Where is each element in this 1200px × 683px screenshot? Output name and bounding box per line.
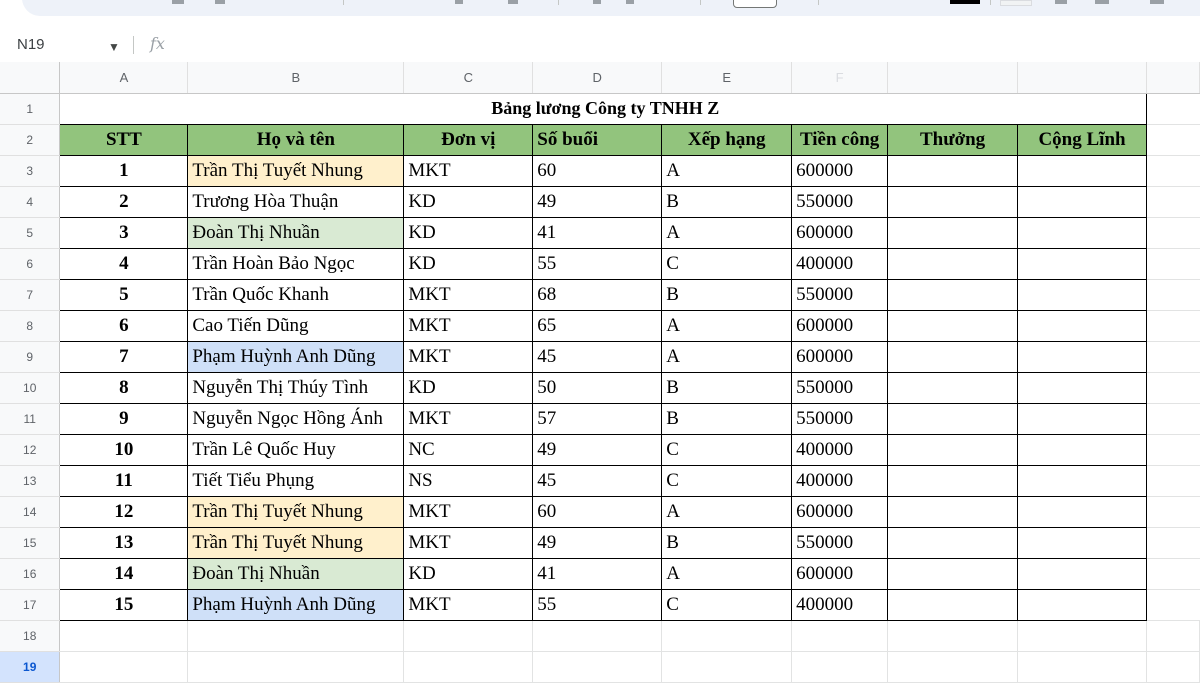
- table-row: [0, 403, 1200, 434]
- cell-bonus[interactable]: [888, 341, 1018, 372]
- cell-rank[interactable]: A: [662, 155, 792, 186]
- cell-wage[interactable]: 550000: [792, 279, 888, 310]
- header-row: [0, 124, 1200, 155]
- header-cell-bonus[interactable]: Thưởng: [888, 124, 1018, 155]
- cell-unit[interactable]: MKT: [404, 279, 533, 310]
- table-row: [0, 527, 1200, 558]
- row-header[interactable]: 1: [0, 93, 60, 124]
- cell-unit[interactable]: KD: [404, 248, 533, 279]
- cell-sessions[interactable]: 49: [533, 186, 662, 217]
- header-cell-total[interactable]: Cộng Lĩnh: [1018, 124, 1147, 155]
- cell-rank[interactable]: C: [662, 248, 792, 279]
- toolbar-separator: [700, 0, 701, 5]
- cell-bonus[interactable]: [888, 527, 1018, 558]
- cell-sessions[interactable]: 55: [533, 589, 662, 620]
- row-header[interactable]: 10: [0, 372, 60, 403]
- toolbar-icon[interactable]: [215, 0, 225, 4]
- header-cell-wage[interactable]: Tiền công: [792, 124, 888, 155]
- table-row: [0, 217, 1200, 248]
- cell-sessions[interactable]: 60: [533, 155, 662, 186]
- cell-bonus[interactable]: [888, 155, 1018, 186]
- row-header[interactable]: 11: [0, 403, 60, 434]
- table-row: [0, 465, 1200, 496]
- grid-cell[interactable]: [1147, 341, 1200, 372]
- cell-stt[interactable]: 10: [60, 434, 188, 465]
- cell-stt[interactable]: 2: [60, 186, 188, 217]
- cell-total[interactable]: [1018, 186, 1147, 217]
- grid-cell[interactable]: [1147, 558, 1200, 589]
- row-header[interactable]: 4: [0, 186, 60, 217]
- cell-unit[interactable]: MKT: [404, 341, 533, 372]
- row-header[interactable]: 13: [0, 465, 60, 496]
- column-header-g[interactable]: [888, 62, 1018, 93]
- toolbar-icon[interactable]: [626, 0, 634, 4]
- formula-bar: [0, 30, 1200, 60]
- cell-sessions[interactable]: 57: [533, 403, 662, 434]
- grid-cell[interactable]: [1018, 651, 1147, 682]
- cell-bonus[interactable]: [888, 403, 1018, 434]
- grid-cell[interactable]: [1018, 620, 1147, 651]
- cell-total[interactable]: [1018, 155, 1147, 186]
- grid-cell[interactable]: [1147, 124, 1200, 155]
- grid-cell[interactable]: [60, 620, 188, 651]
- grid-cell[interactable]: [1147, 155, 1200, 186]
- grid-cell[interactable]: [188, 651, 404, 682]
- row-header[interactable]: 3: [0, 155, 60, 186]
- cell-rank[interactable]: C: [662, 434, 792, 465]
- cell-bonus[interactable]: [888, 279, 1018, 310]
- grid-cell[interactable]: [1147, 496, 1200, 527]
- cell-unit[interactable]: KD: [404, 558, 533, 589]
- grid-cell[interactable]: [533, 620, 662, 651]
- cell-total[interactable]: [1018, 341, 1147, 372]
- text-color-icon[interactable]: [950, 0, 980, 4]
- cell-stt[interactable]: 11: [60, 465, 188, 496]
- cell-bonus[interactable]: [888, 372, 1018, 403]
- row-header[interactable]: 5: [0, 217, 60, 248]
- cell-unit[interactable]: MKT: [404, 310, 533, 341]
- font-size-field[interactable]: [733, 0, 777, 8]
- table-row: [0, 496, 1200, 527]
- column-header-row: [0, 62, 1200, 93]
- cell-name[interactable]: Đoàn Thị Nhuần: [188, 217, 404, 248]
- cell-wage[interactable]: 550000: [792, 403, 888, 434]
- cell-name[interactable]: Trương Hòa Thuận: [188, 186, 404, 217]
- cell-name[interactable]: Phạm Huỳnh Anh Dũng: [188, 341, 404, 372]
- table-row: [0, 558, 1200, 589]
- row-header-selected[interactable]: 19: [0, 651, 60, 682]
- cell-name[interactable]: Phạm Huỳnh Anh Dũng: [188, 589, 404, 620]
- cell-total[interactable]: [1018, 527, 1147, 558]
- grid-cell[interactable]: [1147, 248, 1200, 279]
- cell-stt[interactable]: 1: [60, 155, 188, 186]
- grid-cell[interactable]: [1147, 372, 1200, 403]
- toolbar-icon[interactable]: [172, 0, 184, 4]
- table-row: [0, 310, 1200, 341]
- cell-sessions[interactable]: 41: [533, 558, 662, 589]
- cell-sessions[interactable]: 50: [533, 372, 662, 403]
- chevron-down-icon[interactable]: ▼: [108, 40, 120, 54]
- cell-sessions[interactable]: 55: [533, 248, 662, 279]
- cell-rank[interactable]: B: [662, 186, 792, 217]
- cell-sessions[interactable]: 65: [533, 310, 662, 341]
- cell-wage[interactable]: 400000: [792, 589, 888, 620]
- cell-sessions[interactable]: 68: [533, 279, 662, 310]
- header-cell-sessions[interactable]: Số buổi: [533, 124, 662, 155]
- row-header[interactable]: 18: [0, 620, 60, 651]
- toolbar-separator: [558, 0, 559, 5]
- grid-cell[interactable]: [792, 651, 888, 682]
- cell-total[interactable]: [1018, 589, 1147, 620]
- cell-wage[interactable]: 600000: [792, 155, 888, 186]
- grid-cell[interactable]: [1147, 186, 1200, 217]
- cell-name[interactable]: Nguyễn Thị Thúy Tình: [188, 372, 404, 403]
- cell-rank[interactable]: A: [662, 310, 792, 341]
- cell-unit[interactable]: MKT: [404, 496, 533, 527]
- cell-total[interactable]: [1018, 496, 1147, 527]
- cell-stt[interactable]: 8: [60, 372, 188, 403]
- cell-wage[interactable]: 550000: [792, 527, 888, 558]
- cell-sessions[interactable]: 45: [533, 465, 662, 496]
- row-header[interactable]: 12: [0, 434, 60, 465]
- cell-unit[interactable]: NS: [404, 465, 533, 496]
- cell-stt[interactable]: 5: [60, 279, 188, 310]
- cell-bonus[interactable]: [888, 465, 1018, 496]
- cell-wage[interactable]: 600000: [792, 310, 888, 341]
- column-header-h[interactable]: [1018, 62, 1147, 93]
- grid-cell[interactable]: [1147, 217, 1200, 248]
- cell-unit[interactable]: KD: [404, 186, 533, 217]
- table-row: [0, 155, 1200, 186]
- row-header[interactable]: 9: [0, 341, 60, 372]
- spreadsheet-grid: [0, 62, 1200, 683]
- cell-name[interactable]: Trần Quốc Khanh: [188, 279, 404, 310]
- cell-unit[interactable]: KD: [404, 372, 533, 403]
- cell-stt[interactable]: 4: [60, 248, 188, 279]
- grid-cell[interactable]: [662, 651, 792, 682]
- cell-wage[interactable]: 600000: [792, 558, 888, 589]
- toolbar-icon[interactable]: [508, 0, 518, 4]
- cell-bonus[interactable]: [888, 248, 1018, 279]
- cell-stt[interactable]: 13: [60, 527, 188, 558]
- cell-bonus[interactable]: [888, 496, 1018, 527]
- grid-cell[interactable]: [188, 620, 404, 651]
- cell-wage[interactable]: 550000: [792, 372, 888, 403]
- cell-wage[interactable]: 400000: [792, 465, 888, 496]
- grid-cell[interactable]: [792, 620, 888, 651]
- cell-bonus[interactable]: [888, 310, 1018, 341]
- cell-rank[interactable]: C: [662, 465, 792, 496]
- cell-unit[interactable]: MKT: [404, 527, 533, 558]
- column-header-a[interactable]: A: [60, 62, 188, 93]
- toolbar-icon[interactable]: [593, 0, 601, 4]
- borders-icon[interactable]: [1055, 0, 1067, 4]
- table-row: [0, 93, 1200, 124]
- cell-wage[interactable]: 550000: [792, 186, 888, 217]
- cell-total[interactable]: [1018, 434, 1147, 465]
- cell-name[interactable]: Nguyễn Ngọc Hồng Ánh: [188, 403, 404, 434]
- cell-wage[interactable]: 600000: [792, 496, 888, 527]
- cell-rank[interactable]: A: [662, 217, 792, 248]
- cell-total[interactable]: [1018, 310, 1147, 341]
- header-cell-stt[interactable]: STT: [60, 124, 188, 155]
- column-header-e[interactable]: E: [662, 62, 792, 93]
- grid-cell[interactable]: [1147, 620, 1200, 651]
- cell-sessions[interactable]: 49: [533, 527, 662, 558]
- cell-total[interactable]: [1018, 372, 1147, 403]
- grid-cell[interactable]: [1147, 527, 1200, 558]
- cell-bonus[interactable]: [888, 217, 1018, 248]
- cell-stt[interactable]: 14: [60, 558, 188, 589]
- grid-cell[interactable]: [1147, 93, 1200, 124]
- grid-cell[interactable]: [404, 651, 533, 682]
- cell-total[interactable]: [1018, 248, 1147, 279]
- grid-cell[interactable]: [888, 651, 1018, 682]
- cell-sessions[interactable]: 60: [533, 496, 662, 527]
- cell-bonus[interactable]: [888, 434, 1018, 465]
- column-header-c[interactable]: C: [404, 62, 533, 93]
- merge-icon[interactable]: [1095, 0, 1109, 4]
- grid-cell[interactable]: [1147, 279, 1200, 310]
- cell-rank[interactable]: A: [662, 341, 792, 372]
- header-cell-unit[interactable]: Đơn vị: [404, 124, 533, 155]
- header-cell-name[interactable]: Họ và tên: [188, 124, 404, 155]
- cell-name[interactable]: Đoàn Thị Nhuần: [188, 558, 404, 589]
- toolbar-separator: [343, 0, 344, 5]
- table-row: [0, 341, 1200, 372]
- sheet-title-cell[interactable]: Bảng lương Công ty TNHH Z: [60, 93, 1147, 124]
- cell-unit[interactable]: MKT: [404, 155, 533, 186]
- cell-wage[interactable]: 600000: [792, 217, 888, 248]
- table-row: [0, 620, 1200, 651]
- cell-total[interactable]: [1018, 279, 1147, 310]
- grid-cell[interactable]: [1147, 434, 1200, 465]
- grid-cell[interactable]: [1147, 651, 1200, 682]
- table-row: [0, 372, 1200, 403]
- row-header[interactable]: 7: [0, 279, 60, 310]
- name-box[interactable]: N19: [17, 36, 45, 53]
- cell-rank[interactable]: A: [662, 496, 792, 527]
- grid-cell[interactable]: [60, 651, 188, 682]
- select-all-corner[interactable]: [0, 62, 60, 93]
- cell-stt[interactable]: 3: [60, 217, 188, 248]
- cell-sessions[interactable]: 49: [533, 434, 662, 465]
- cell-stt[interactable]: 7: [60, 341, 188, 372]
- cell-unit[interactable]: MKT: [404, 403, 533, 434]
- cell-rank[interactable]: B: [662, 372, 792, 403]
- grid-cell[interactable]: [1147, 589, 1200, 620]
- cell-stt[interactable]: 15: [60, 589, 188, 620]
- toolbar-icon[interactable]: [455, 0, 463, 4]
- table-row: [0, 651, 1200, 682]
- grid-cell[interactable]: [533, 651, 662, 682]
- cell-rank[interactable]: A: [662, 558, 792, 589]
- cell-total[interactable]: [1018, 558, 1147, 589]
- grid-cell[interactable]: [404, 620, 533, 651]
- cell-total[interactable]: [1018, 403, 1147, 434]
- cell-sessions[interactable]: 41: [533, 217, 662, 248]
- grid-cell[interactable]: [888, 620, 1018, 651]
- row-header[interactable]: 15: [0, 527, 60, 558]
- table-row: [0, 248, 1200, 279]
- cell-total[interactable]: [1018, 217, 1147, 248]
- table-row: [0, 279, 1200, 310]
- grid-cell[interactable]: [662, 620, 792, 651]
- toolbar-separator: [818, 0, 819, 5]
- align-icon[interactable]: [1150, 0, 1164, 4]
- cell-total[interactable]: [1018, 465, 1147, 496]
- table-row: [0, 589, 1200, 620]
- cell-wage[interactable]: 400000: [792, 248, 888, 279]
- cell-rank[interactable]: B: [662, 279, 792, 310]
- row-header[interactable]: 14: [0, 496, 60, 527]
- formula-bar-separator: [133, 36, 134, 54]
- row-header[interactable]: 8: [0, 310, 60, 341]
- column-header-b[interactable]: B: [188, 62, 404, 93]
- cell-unit[interactable]: KD: [404, 217, 533, 248]
- cell-bonus[interactable]: [888, 558, 1018, 589]
- cell-name[interactable]: Trần Hoàn Bảo Ngọc: [188, 248, 404, 279]
- cell-rank[interactable]: B: [662, 527, 792, 558]
- cell-rank[interactable]: B: [662, 403, 792, 434]
- cell-name[interactable]: Cao Tiến Dũng: [188, 310, 404, 341]
- cell-unit[interactable]: MKT: [404, 589, 533, 620]
- cell-sessions[interactable]: 45: [533, 341, 662, 372]
- column-header-f[interactable]: F: [792, 62, 888, 93]
- cell-wage[interactable]: 400000: [792, 434, 888, 465]
- row-header[interactable]: 2: [0, 124, 60, 155]
- column-header-d[interactable]: D: [533, 62, 662, 93]
- column-header-i[interactable]: [1147, 62, 1200, 93]
- row-header[interactable]: 17: [0, 589, 60, 620]
- cell-bonus[interactable]: [888, 186, 1018, 217]
- cell-name[interactable]: Tiết Tiểu Phụng: [188, 465, 404, 496]
- fill-color-icon[interactable]: [1000, 0, 1032, 6]
- grid-cell[interactable]: [1147, 403, 1200, 434]
- cell-stt[interactable]: 9: [60, 403, 188, 434]
- fx-icon: fx: [150, 34, 165, 53]
- cell-rank[interactable]: C: [662, 589, 792, 620]
- cell-stt[interactable]: 12: [60, 496, 188, 527]
- cell-name[interactable]: Trần Thị Tuyết Nhung: [188, 527, 404, 558]
- grid-cell[interactable]: [1147, 465, 1200, 496]
- row-header[interactable]: 6: [0, 248, 60, 279]
- grid-cell[interactable]: [1147, 310, 1200, 341]
- cell-stt[interactable]: 6: [60, 310, 188, 341]
- table-row: [0, 186, 1200, 217]
- row-header[interactable]: 16: [0, 558, 60, 589]
- header-cell-rank[interactable]: Xếp hạng: [662, 124, 792, 155]
- cell-name[interactable]: Trần Thị Tuyết Nhung: [188, 155, 404, 186]
- cell-name[interactable]: Trần Thị Tuyết Nhung: [188, 496, 404, 527]
- cell-bonus[interactable]: [888, 589, 1018, 620]
- toolbar-separator: [990, 0, 991, 5]
- cell-unit[interactable]: NC: [404, 434, 533, 465]
- cell-name[interactable]: Trần Lê Quốc Huy: [188, 434, 404, 465]
- cell-wage[interactable]: 600000: [792, 341, 888, 372]
- toolbar: [0, 0, 1200, 30]
- table-row: [0, 434, 1200, 465]
